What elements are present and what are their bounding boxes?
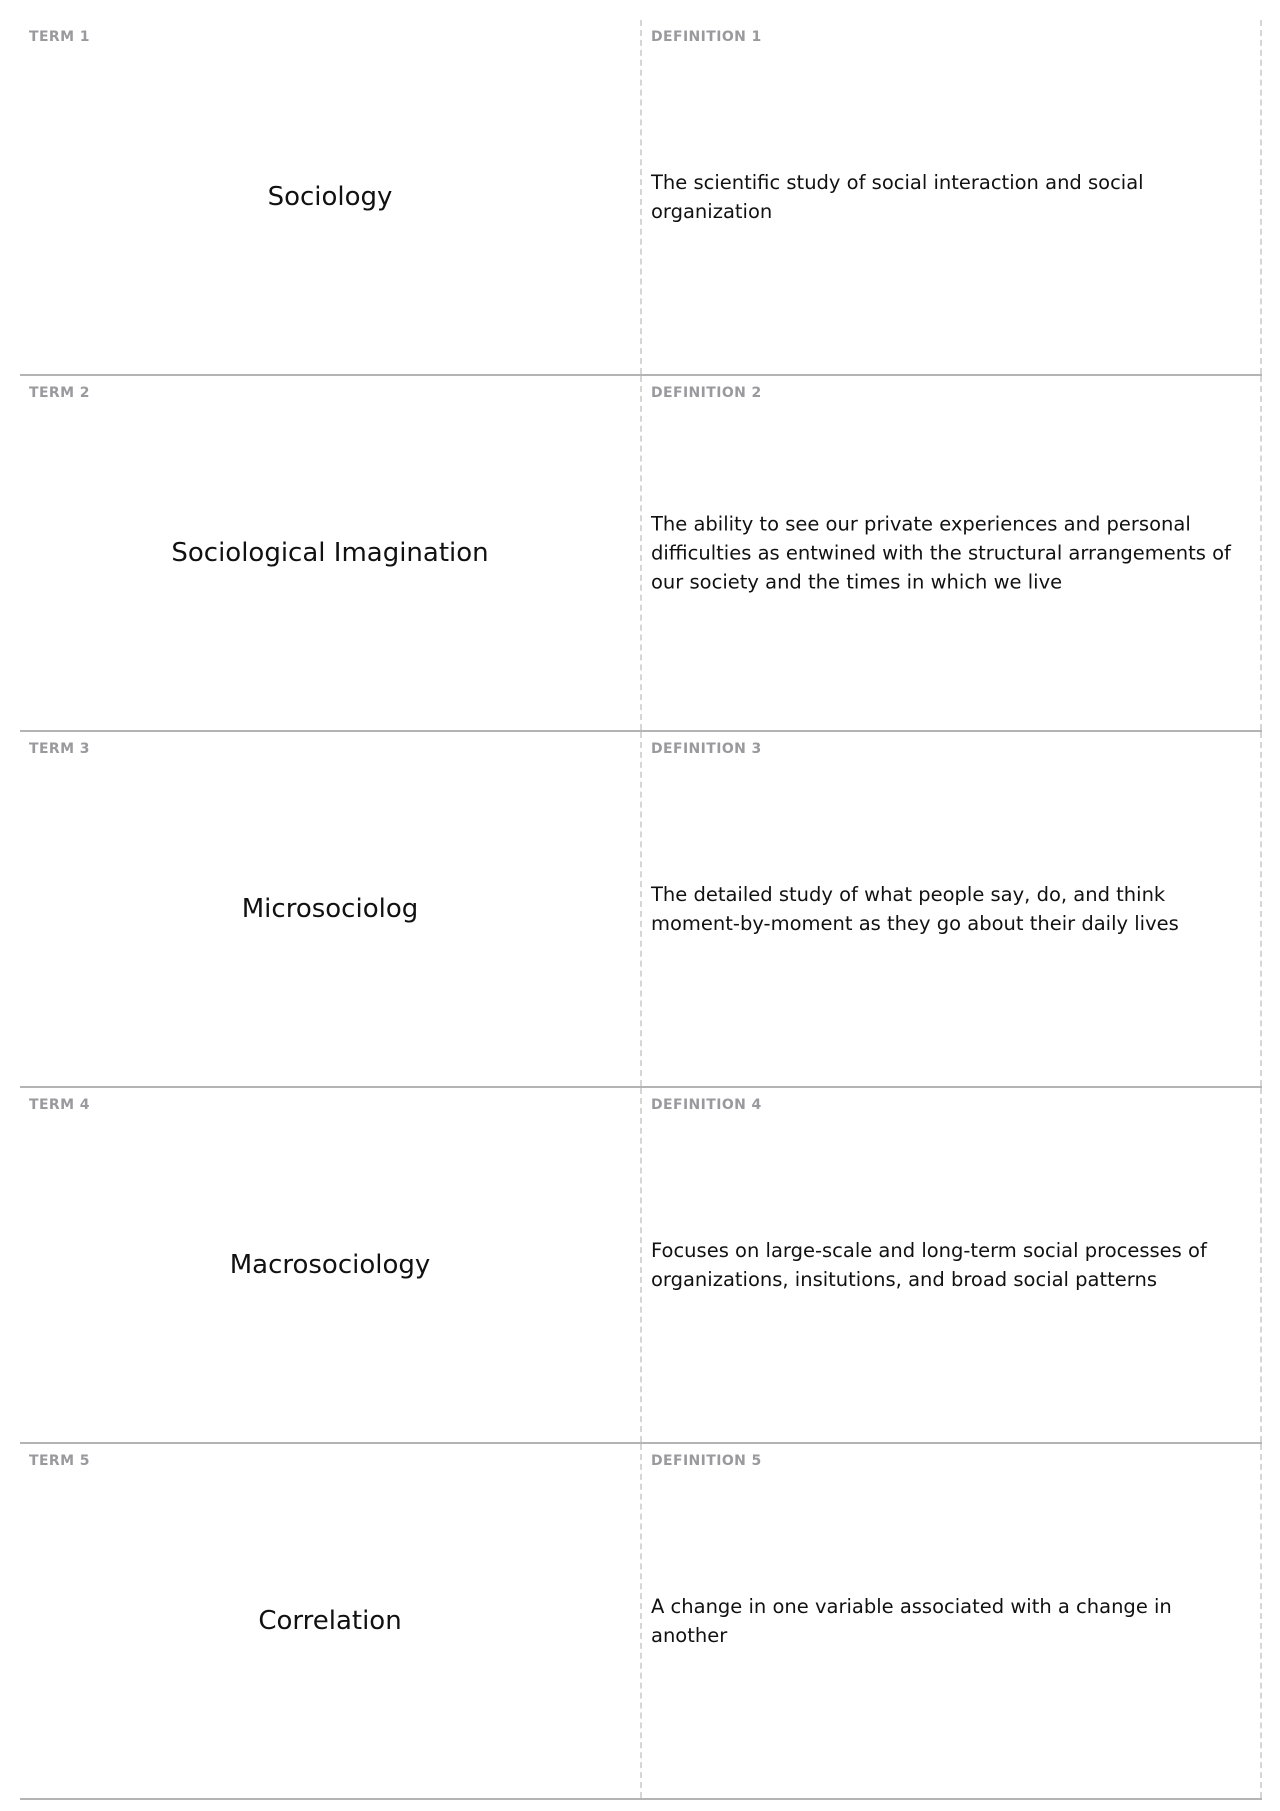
term-number-label: TERM 5 bbox=[29, 1453, 90, 1469]
term-text: Sociology bbox=[267, 182, 393, 212]
term-cell bbox=[20, 732, 642, 1086]
definition-number-label: DEFINITION 1 bbox=[651, 29, 762, 45]
definition-text: Focuses on large-scale and long-term social processes of organizations, insitutions, and broad social patterns bbox=[651, 1239, 1207, 1291]
term-text: Sociological Imagination bbox=[171, 538, 489, 568]
definition-text: The scientific study of social interaction and social organization bbox=[651, 171, 1144, 223]
definition-text: A change in one variable associated with a change in another bbox=[651, 1595, 1172, 1647]
flashcard-row bbox=[20, 376, 1262, 732]
term-cell bbox=[20, 376, 642, 730]
flashcard-sheet bbox=[20, 20, 1262, 1800]
definition-number-label: DEFINITION 2 bbox=[651, 385, 762, 401]
term-number-label: TERM 4 bbox=[29, 1097, 90, 1113]
definition-cell bbox=[642, 1088, 1262, 1442]
definition-number-label: DEFINITION 4 bbox=[651, 1097, 762, 1113]
definition-text: The ability to see our private experiences and personal difficulties as entwined with the structural arrangements of our society and the times in which we live bbox=[651, 512, 1231, 594]
flashcard-row bbox=[20, 20, 1262, 376]
term-text: Microsociolog bbox=[241, 894, 419, 924]
term-cell bbox=[20, 1444, 642, 1798]
definition-number-label: DEFINITION 3 bbox=[651, 741, 762, 757]
definition-cell bbox=[642, 20, 1262, 374]
term-text: Correlation bbox=[258, 1606, 402, 1636]
definition-cell bbox=[642, 1444, 1262, 1798]
flashcard-row bbox=[20, 1444, 1262, 1800]
definition-cell bbox=[642, 376, 1262, 730]
term-cell bbox=[20, 20, 642, 374]
term-number-label: TERM 3 bbox=[29, 741, 90, 757]
term-text: Macrosociology bbox=[229, 1250, 431, 1280]
flashcard-row bbox=[20, 732, 1262, 1088]
definition-number-label: DEFINITION 5 bbox=[651, 1453, 762, 1469]
term-cell bbox=[20, 1088, 642, 1442]
definition-cell bbox=[642, 732, 1262, 1086]
definition-text: The detailed study of what people say, do, and think moment-by-moment as they go about their daily lives bbox=[651, 883, 1179, 935]
term-number-label: TERM 2 bbox=[29, 385, 90, 401]
term-number-label: TERM 1 bbox=[29, 29, 90, 45]
flashcard-row bbox=[20, 1088, 1262, 1444]
